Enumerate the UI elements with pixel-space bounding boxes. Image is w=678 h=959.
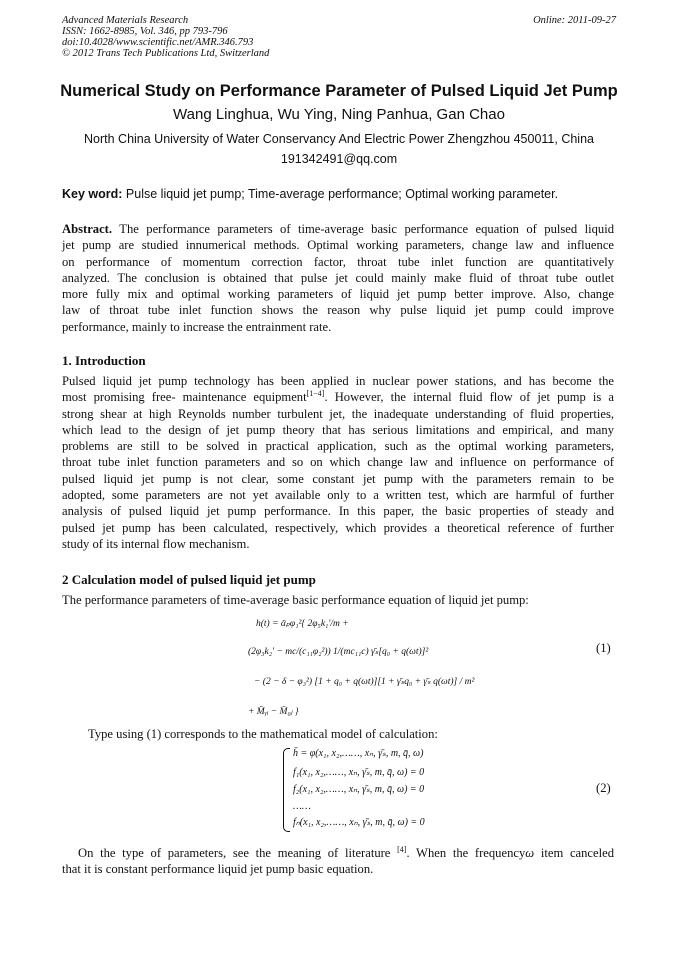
- equation-line: f₂(x₁, x₂,……, xₙ, γ̄ₛ, m, q̄, ω) = 0: [293, 784, 425, 795]
- final-paragraph: [62, 845, 614, 878]
- abstract-label: Abstract.: [62, 222, 113, 236]
- keywords: [62, 187, 558, 201]
- abstract-line: more fully mix and optimal working parameters of liquid jet pump better improve. Also, change: [62, 287, 614, 302]
- intro-line: most promising free- maintenance equipment[1−4]. However, the internal fluid flow of jet pump is a: [62, 389, 614, 405]
- equation-2: [283, 746, 483, 836]
- equation-1: [248, 614, 548, 719]
- equation-line: (2φ₃k₂′ − mc/(c₁₁φ₂²)) 1/(mc₁₁c) γ̄ₛ[q₀ + q(ωt)]²: [248, 647, 429, 657]
- intro-line: throat tube inlet function parameters and so on which change law and influence on performance of: [62, 455, 614, 470]
- final-line: On the type of parameters, see the meaning of literature [4]. When the frequencyω item canceled: [78, 844, 614, 860]
- abstract-line: on performance of momentum correction factor, throat tube inlet function are quantitatively: [62, 254, 614, 269]
- section-heading-introduction: 1. Introduction: [62, 353, 146, 368]
- keywords-label: Key word:: [62, 187, 123, 201]
- intro-line: adopted, some parameters are not yet available only to a written test, which are harmful of further: [62, 488, 614, 503]
- doi-line: doi:10.4028/www.scientific.net/AMR.346.793: [62, 37, 254, 48]
- equation-number-2: (2): [596, 781, 611, 795]
- authors: Wang Linghua, Wu Ying, Ning Panhua, Gan Chao: [173, 106, 505, 123]
- section-heading-calculation-model: 2 Calculation model of pulsed liquid jet pump: [62, 572, 316, 587]
- abstract: [62, 221, 614, 335]
- abstract-line: jet pump are studied innumerical methods. Optimal working parameters, change law and influence: [62, 238, 614, 253]
- online-date: Online: 2011-09-27: [533, 15, 616, 26]
- running-header: [62, 15, 269, 59]
- final-line: that it is constant performance liquid jet pump basic equation.: [62, 862, 374, 877]
- intro-line: strong shear at high Reynolds number turbulent jet, the inadequate understanding of fluid properties,: [62, 406, 614, 421]
- section2-intro: The performance parameters of time-average basic performance equation of liquid jet pump:: [62, 593, 529, 607]
- paper-title: Numerical Study on Performance Parameter of Pulsed Liquid Jet Pump: [60, 82, 618, 100]
- equation-number-1: (1): [596, 641, 611, 655]
- affiliation: North China University of Water Conservancy And Electric Power Zhengzhou 450011, China: [84, 132, 594, 146]
- equation-line: − (2 − δ − φ₃²) [1 + q₀ + q(ωt)][1 + γ̄ₛq₀ + γ̄ₛ q(ωt)] / m²: [254, 677, 475, 687]
- copyright-line: © 2012 Trans Tech Publications Ltd, Switzerland: [62, 48, 270, 59]
- equation-lead-text: Type using (1) corresponds to the mathematical model of calculation:: [88, 727, 438, 741]
- equation-line: + M̄ᵧᵢ − M̄₀ⱼ }: [248, 707, 299, 717]
- abstract-line: Abstract. The performance parameters of time-average basic performance equation of pulsed liquid: [62, 222, 615, 236]
- equation-line: fₙ(x₁, x₂,……, xₙ, γ̄ₛ, m, q̄, ω) = 0: [293, 817, 425, 828]
- abstract-line: performance, mainly to increase the entrainment rate.: [62, 319, 332, 334]
- introduction-body: [62, 373, 614, 552]
- abstract-line: law of throat tube inlet function shows the reason why pulse liquid jet pump could improve: [62, 303, 614, 318]
- email: 191342491@qq.com: [280, 152, 398, 166]
- intro-line: problems are still to be solved in practical application, such as the optimal working parameters,: [62, 439, 614, 454]
- equation-line: ……: [293, 801, 311, 812]
- intro-line: analysis of pulsed liquid jet pump performance. In this paper, the basic properties of steady and: [62, 504, 614, 519]
- intro-line: pulsed liquid jet pump is not clear, some constant jet pump with the parameters remain to be: [62, 471, 614, 486]
- omega-symbol: ω: [525, 846, 535, 860]
- intro-line: Pulsed liquid jet pump technology has been applied in nuclear power stations, and has become the: [62, 374, 614, 388]
- journal-name: Advanced Materials Research: [62, 15, 189, 26]
- equation-line: f₁(x₁, x₂,……, xₙ, γ̄ₛ, m, q̄, ω) = 0: [293, 767, 425, 778]
- intro-line: pulsed jet pump has been calculated, respectively, which provides a theoretical reference of further: [62, 520, 614, 535]
- issn-line: ISSN: 1662-8985, Vol. 346, pp 793-796: [62, 26, 228, 37]
- citation: [1−4]: [306, 389, 325, 399]
- abstract-line: analyzed. The conclusion is obtained that pulse jet could mainly make fluid of throat tube outlet: [62, 270, 614, 285]
- intro-line: which lead to the design of jet pump theory that has serious limitations and empirical, and many: [62, 422, 614, 437]
- intro-line: study of its internal flow mechanism.: [62, 536, 250, 551]
- keywords-text: Pulse liquid jet pump; Time-average performance; Optimal working parameter.: [125, 187, 559, 201]
- citation: [4]: [397, 844, 407, 854]
- equation-line: h̄ = φ(x₁, x₂,……, xₙ, γ̄ₛ, m, q̄, ω): [293, 748, 424, 759]
- system-brace: [283, 748, 290, 832]
- equation-line: h(t) = ᾱₚφ₁²{ 2φ₅k₁′/m +: [256, 619, 349, 629]
